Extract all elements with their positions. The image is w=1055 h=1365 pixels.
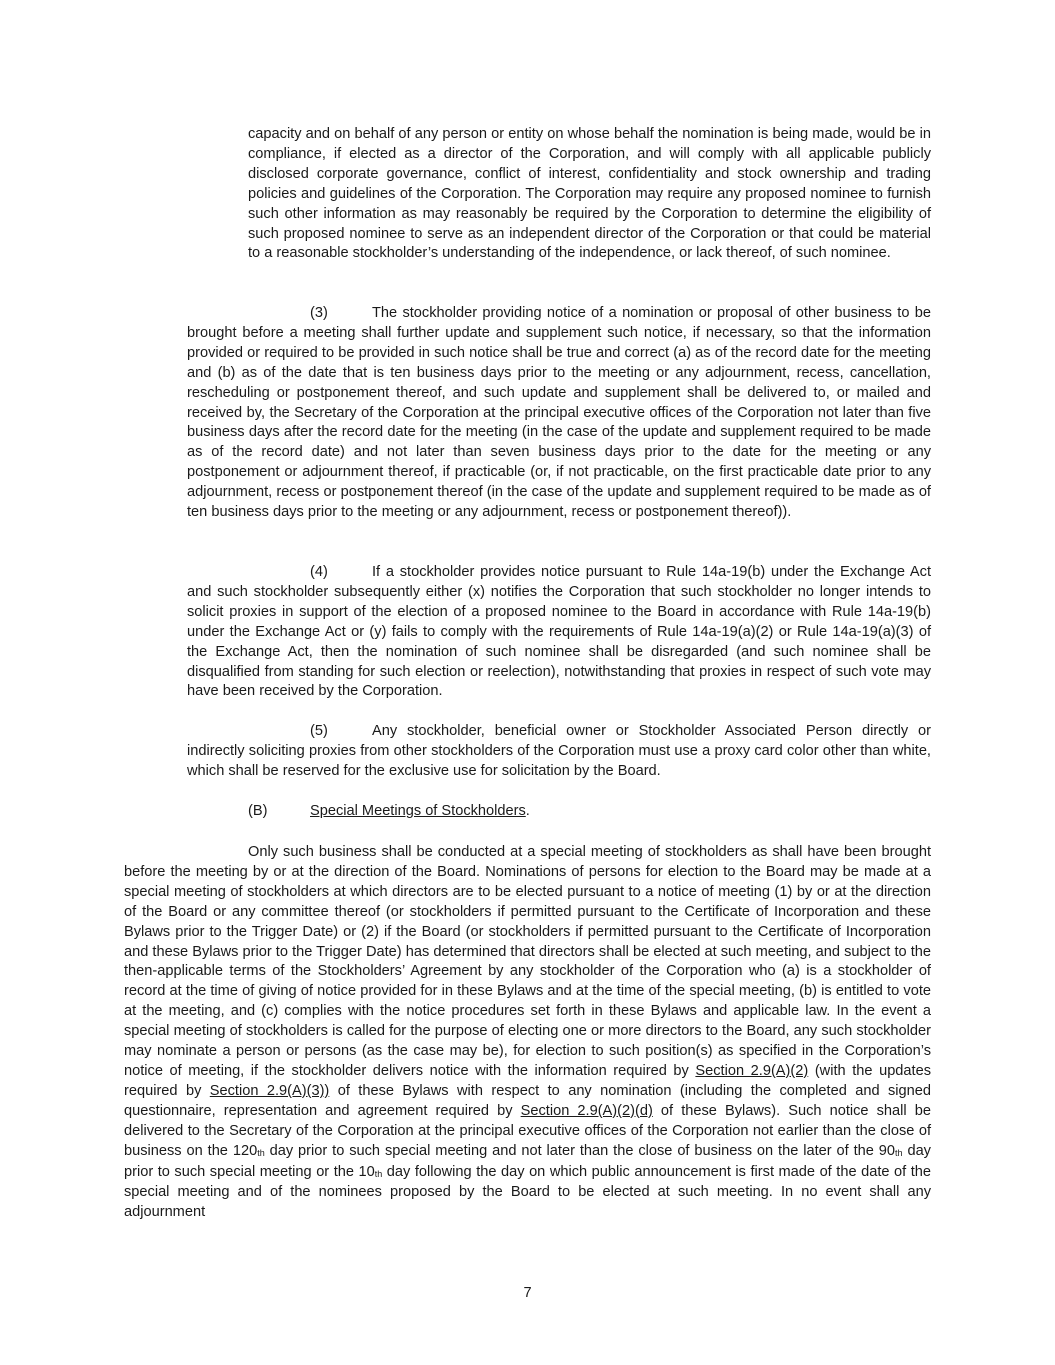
paragraph-5-proxy-card [187,722,931,782]
section-reference-link: Section 2.9(A)(2) [695,1062,809,1079]
paragraph-nominee-compliance [248,125,931,264]
paragraph-text: The stockholder providing notice of a nomination or proposal of other business to be brought before a meeting shall further update and supplement such notice, if necessary, so that the information provided or required to be provided in such notice shall be true and correct (a) as of the record date for the meeting and (b) as of the date that is ten business days prior to the meeting or any adjournment, recess, cancellation, rescheduling or postponement thereof, and such update and supplement shall be delivered to, or mailed and received by, the Secretary of the Corporation at the principal executive offices of the Corporation not later than five business days after the record date for the meeting (in the case of the update and supplement required to be made as of the record date) and not later than seven business days prior to the date for the meeting or any postponement or adjournment thereof, if practicable (or, if not practicable, on the first practicable date prior to any adjournment, recess or postponement thereof (in the case of the update and supplement required to be made as of ten business days prior to the meeting or any adjournment, recess or postponement thereof)). [187,305,931,521]
paragraph-number: (4) [310,564,328,580]
paragraph-4-rule-14a-19 [187,563,931,702]
section-reference-link: Section 2.9(A)(3)) [209,1082,330,1099]
ordinal-suffix: th [895,1147,903,1158]
paragraph-special-meetings-body [124,843,931,1223]
ordinal-suffix: th [257,1147,265,1158]
paragraph-text: capacity and on behalf of any person or entity on whose behalf the nomination is being made, would be in compliance, if elected as a director of the Corporation, and will comply with all applicable publicly disclosed corporate governance, conflict of interest, confidentiality and stock ownership and trading policies and guidelines of the Corporation. The Corporation may require any proposed nominee to furnish such other information as may reasonably be required by the Corporation to determine the eligibility of such proposed nominee to serve as an independent director of the Corporation or that could be material to a reasonable stockholder’s understanding of the independence, or lack thereof, of such nominee. [248,126,931,262]
section-heading-special-meetings [248,802,530,822]
paragraph-number: (3) [310,305,328,321]
paragraph-3-update-notice [187,304,931,523]
paragraph-number: (5) [310,723,328,739]
text-run: (with the updates required by [124,1062,932,1099]
text-run: of these Bylaws). Such notice shall be delivered to the Secretary of the Corporation at the principal executive offices of the Corporation not earlier than the close of business on the 120 [124,1102,931,1159]
text-run: day prior to such special meeting and not later than the close of business on the later of the 90 [264,1142,896,1159]
section-number: (B) [248,803,268,819]
section-title-punct: . [525,803,530,819]
text-run: day following the day on which public announcement is first made of the date of the special meeting and of the nominees proposed by the Board to be elected at such meeting. In no event shall any adjournment [124,1163,932,1221]
paragraph-text: Any stockholder, beneficial owner or Stockholder Associated Person directly or indirectly soliciting proxies from other stockholders of the Corporation must use a proxy card color other than white, which shall be reserved for the exclusive use for solicitation by the Board. [187,723,931,779]
page-number: 7 [523,1285,532,1301]
section-reference-link: Section 2.9(A)(2)(d) [520,1102,653,1119]
text-run: day prior to such special meeting or the 10 [124,1142,931,1180]
section-title: Special Meetings of Stockholders [310,803,526,819]
text-run: of these Bylaws with respect to any nomination (including the completed and signed questionnaire, representation and agreement required by [124,1082,931,1119]
text-run: Only such business shall be conducted at a special meeting of stockholders as shall have been brought before the meeting by or at the direction of the Board. Nominations of persons for election to the Board may be made at a special meeting of stockholders at which directors are to be elected pursuant to a notice of meeting (1) by or at the direction of the Board or any committee thereof (or stockholders if permitted pursuant to the Certificate of Incorporation and these Bylaws prior to the Trigger Date) or (2) if the Board (or stockholders if permitted pursuant to the Certificate of Incorporation and these Bylaws prior to the Trigger Date) has determined that directors shall be elected at such meeting, and subject to the then-applicable terms of the Stockholders’ Agreement by any stockholder of the Corporation who (a) is a stockholder of record at the time of giving of notice provided for in these Bylaws and at the time of the special meeting, (b) is entitled to vote at the meeting, and (c) complies with the notice procedures set forth in these Bylaws and applicable law. In the event a special meeting of stockholders is called for the purpose of electing one or more directors to the Board, any such stockholder may nominate a person or persons (as the case may be), for election to such position(s) as specified in the Corporation’s notice of meeting, if the stockholder delivers notice with the information required by [124,844,931,1079]
ordinal-suffix: th [374,1168,383,1179]
paragraph-text: If a stockholder provides notice pursuant to Rule 14a-19(b) under the Exchange Act and such stockholder subsequently either (x) notifies the Corporation that such stockholder no longer intends to solicit proxies in support of the election of a proposed nominee to the Board in accordance with Rule 14a-19(b) under the Exchange Act or (y) fails to comply with the requirements of Rule 14a-19(a)(2) or Rule 14a-19(a)(3) of the Exchange Act, then the nomination of such nominee shall be disregarded (and such nominee shall be disqualified from standing for such election or reelection), notwithstanding that proxies in respect of such vote may have been received by the Corporation. [187,564,931,700]
